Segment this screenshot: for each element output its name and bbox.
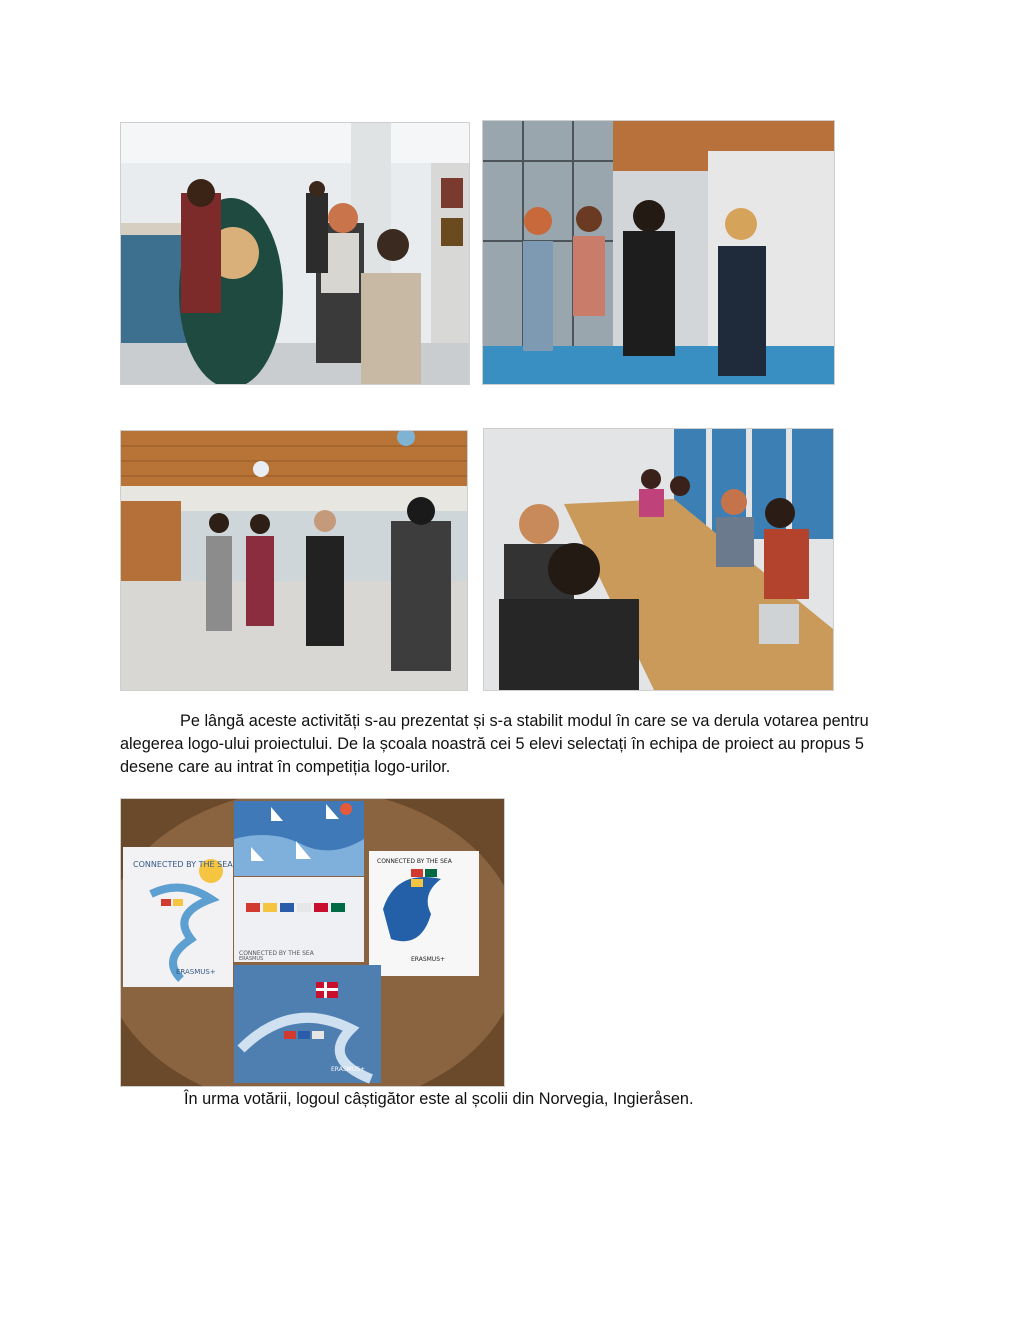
photo-hallway-group: [120, 122, 470, 385]
photo-logo-drawings: [120, 798, 505, 1087]
photo-corridor-group: [482, 120, 835, 385]
drawing5-footer: ERASMUS+: [331, 1066, 366, 1073]
logo-drawing-5: [234, 965, 381, 1083]
photo-meeting-table: [483, 428, 834, 691]
drawing4-footer: ERASMUS+: [411, 956, 446, 963]
drawing1-title: CONNECTED BY THE SEA: [133, 860, 233, 869]
drawing3-footer: ERASMUS: [239, 956, 264, 962]
paragraph-winning-logo: În urma votării, logoul câștigător este al școlii din Norvegia, Ingieråsen.: [184, 1090, 694, 1108]
logo-drawing-3: [234, 877, 364, 962]
drawing1-footer: ERASMUS+: [176, 968, 216, 976]
logo-drawing-1: [123, 847, 233, 987]
logo-drawing-4: [369, 851, 479, 976]
paragraph-logo-voting: Pe lângă aceste activități s-au prezentat și s-a stabilit modul în care se va derula votarea pentru alegerea logo-ului proiectului. De la școala noastră cei 5 elevi selectați în echipa de proiect au propus 5 desene care au intrat în competiția logo-urilor.: [120, 712, 869, 776]
logo-drawing-2: [234, 801, 364, 876]
photo-hall-group: [120, 430, 468, 691]
drawing4-title: CONNECTED BY THE SEA: [377, 858, 452, 865]
drawing3-caption: CONNECTED BY THE SEA: [239, 950, 314, 957]
